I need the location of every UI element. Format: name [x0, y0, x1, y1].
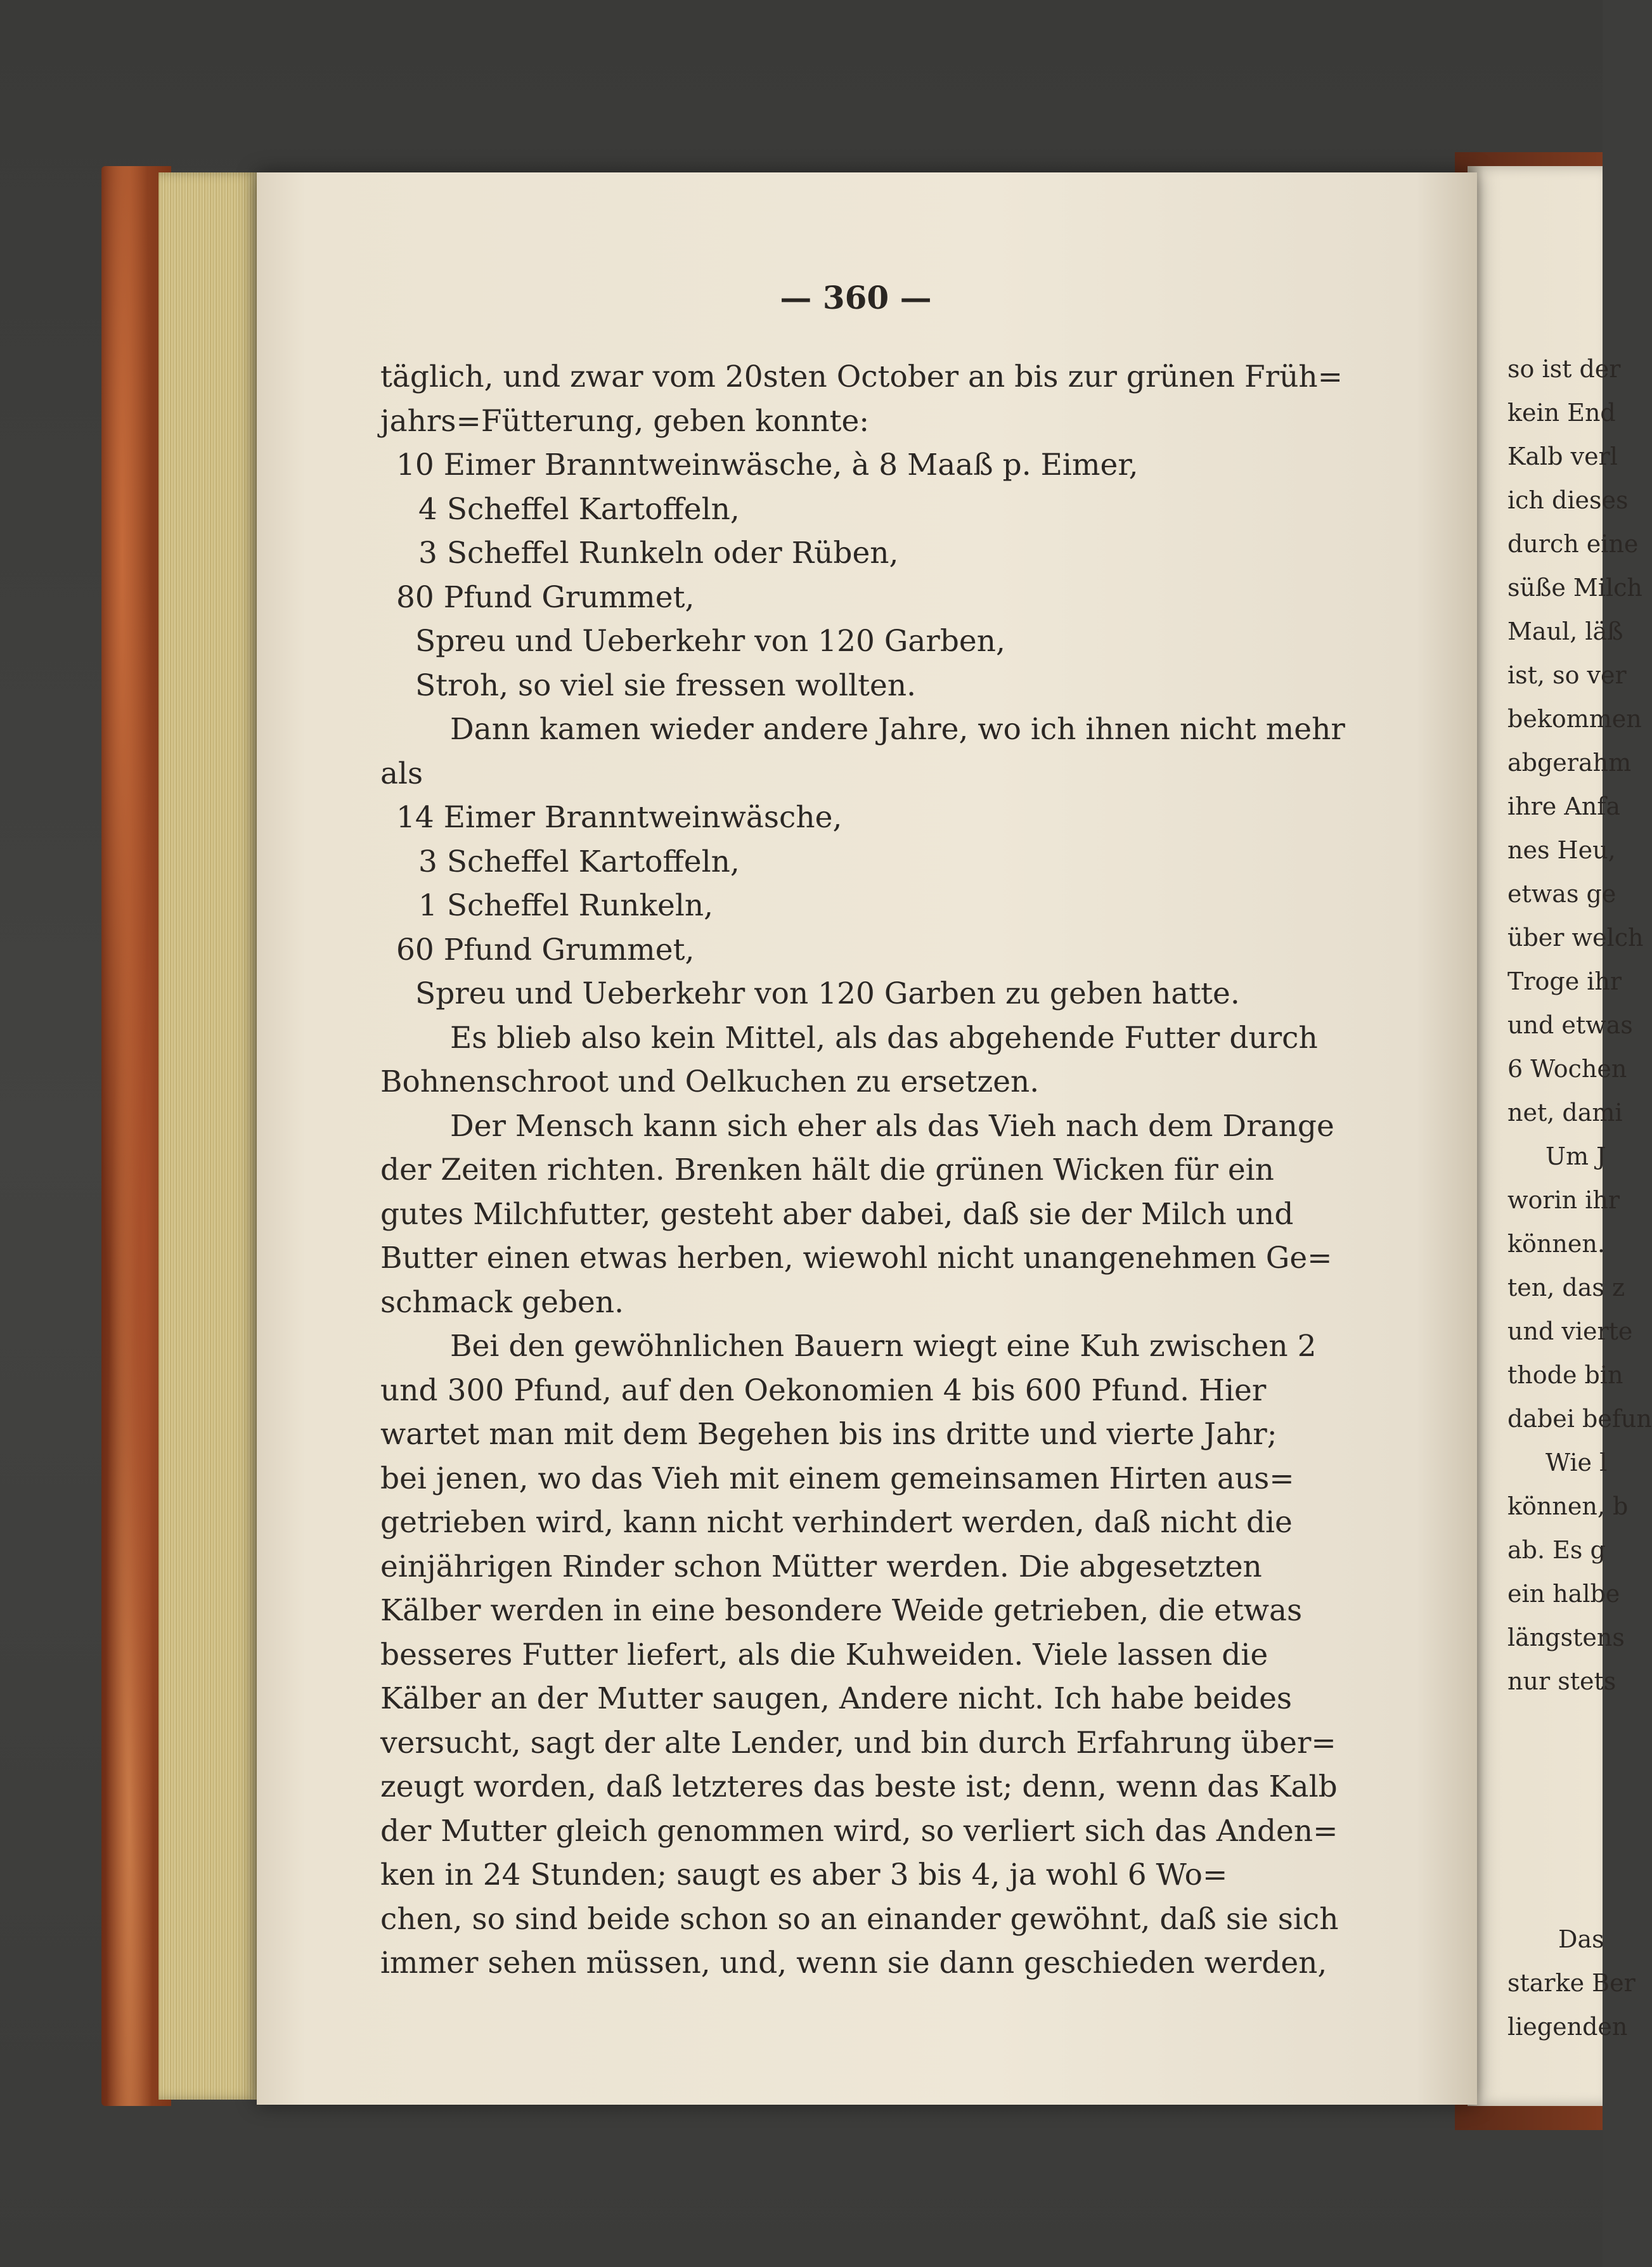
right-line: süße Milch: [1507, 574, 1642, 602]
right-line: können.: [1507, 1230, 1605, 1258]
right-line: starke Ber: [1507, 1969, 1636, 1997]
right-line: bekommen: [1507, 705, 1642, 733]
right-line: nes Heu,: [1507, 836, 1616, 864]
right-line: über welch: [1507, 924, 1644, 952]
right-line: nur stets: [1507, 1667, 1617, 1695]
text-line: Der Mensch kann sich eher als das Vieh nach dem Drange: [450, 1108, 1334, 1144]
right-line: durch eine: [1507, 530, 1639, 558]
right-line: thode bin: [1507, 1361, 1623, 1389]
text-line: 10 Eimer Branntweinwäsche, à 8 Maaß p. Eimer,: [396, 448, 1139, 482]
right-line: Wie l: [1546, 1449, 1608, 1476]
text-line: 60 Pfund Grummet,: [396, 932, 695, 967]
right-line: liegenden: [1507, 2013, 1628, 2041]
text-line: 14 Eimer Branntweinwäsche,: [396, 800, 842, 835]
text-line: einjährigen Rinder schon Mütter werden. Die abgesetzten: [380, 1549, 1262, 1584]
text-line: getrieben wird, kann nicht verhindert werden, daß nicht die: [380, 1505, 1293, 1540]
text-line: Bohnenschroot und Oelkuchen zu ersetzen.: [380, 1064, 1040, 1099]
text-line: schmack geben.: [380, 1284, 624, 1320]
right-line: abgerahm: [1507, 749, 1632, 777]
right-line: 6 Wochen: [1507, 1055, 1627, 1083]
text-line: 3 Scheffel Kartoffeln,: [418, 844, 740, 879]
right-line: net, dami: [1507, 1099, 1623, 1127]
text-line: als: [380, 756, 423, 791]
text-line: bei jenen, wo das Vieh mit einem gemeinsamen Hirten aus=: [380, 1461, 1294, 1496]
right-line: längstens: [1507, 1624, 1625, 1651]
text-line: Stroh, so viel sie fressen wollten.: [415, 668, 917, 703]
right-line: dabei befun: [1507, 1405, 1652, 1433]
right-line: und vierte: [1507, 1317, 1633, 1345]
text-line: ken in 24 Stunden; saugt es aber 3 bis 4, ja wohl 6 Wo=: [380, 1857, 1228, 1892]
right-line: ist, so ver: [1507, 661, 1627, 689]
text-line: Es blieb also kein Mittel, als das abgehende Futter durch: [450, 1020, 1318, 1056]
text-line: Spreu und Ueberkehr von 120 Garben zu geben hatte.: [415, 976, 1240, 1011]
right-line: Troge ihr: [1507, 967, 1622, 995]
right-page-text: [1507, 347, 1652, 2049]
right-line: ihre Anfa: [1507, 792, 1620, 820]
text-line: versucht, sagt der alte Lender, und bin durch Erfahrung über=: [380, 1725, 1336, 1760]
right-line: ten, das z: [1507, 1274, 1625, 1301]
text-line: besseres Futter liefert, als die Kuhweiden. Viele lassen die: [380, 1637, 1268, 1672]
text-line: jahrs=Fütterung, geben konnte:: [380, 403, 870, 439]
text-line: 1 Scheffel Runkeln,: [418, 888, 714, 923]
right-line: können, b: [1507, 1492, 1629, 1520]
right-line: worin ihr: [1507, 1186, 1620, 1214]
text-line: Butter einen etwas herben, wiewohl nicht unangenehmen Ge=: [380, 1241, 1333, 1276]
text-line: gutes Milchfutter, gesteht aber dabei, daß sie der Milch und: [380, 1196, 1294, 1232]
right-line: Um J: [1546, 1142, 1606, 1170]
right-line: und etwas: [1507, 1011, 1633, 1039]
text-line: Kälber werden in eine besondere Weide getrieben, die etwas: [380, 1593, 1303, 1628]
gilded-page-edges: [158, 172, 260, 2100]
right-gap: [1507, 1703, 1652, 1918]
right-line: Maul, läß: [1507, 617, 1623, 645]
text-line: zeugt worden, daß letzteres das beste ist; denn, wenn das Kalb: [380, 1769, 1338, 1804]
text-line: Dann kamen wieder andere Jahre, wo ich ihnen nicht mehr: [450, 712, 1345, 747]
text-line: der Zeiten richten. Brenken hält die grünen Wicken für ein: [380, 1153, 1274, 1187]
text-line: der Mutter gleich genommen wird, so verliert sich das Anden=: [380, 1813, 1338, 1849]
right-line: Das: [1558, 1925, 1604, 1953]
text-line: immer sehen müssen, und, wenn sie dann geschieden werden,: [380, 1946, 1327, 1980]
text-line: Kälber an der Mutter saugen, Andere nicht. Ich habe beides: [380, 1681, 1293, 1716]
text-line: wartet man mit dem Begehen bis ins dritte und vierte Jahr;: [380, 1417, 1277, 1452]
right-line: ich dieses: [1507, 486, 1629, 514]
text-line: 3 Scheffel Runkeln oder Rüben,: [418, 536, 899, 571]
right-line: Kalb verl: [1507, 442, 1618, 470]
right-line: so ist der: [1507, 355, 1621, 383]
text-line: Bei den gewöhnlichen Bauern wiegt eine Kuh zwischen 2: [450, 1329, 1317, 1364]
right-line: ab. Es g: [1507, 1536, 1606, 1564]
text-line: und 300 Pfund, auf den Oekonomien 4 bis 600 Pfund. Hier: [380, 1372, 1267, 1408]
right-line: kein End: [1507, 399, 1616, 427]
page-text: [380, 355, 1350, 1986]
page-number: — 360 —: [780, 279, 932, 316]
text-line: täglich, und zwar vom 20sten October an bis zur grünen Früh=: [380, 359, 1343, 394]
text-line: 80 Pfund Grummet,: [396, 579, 695, 615]
right-line: ein halbe: [1507, 1580, 1620, 1608]
right-line: etwas ge: [1507, 880, 1617, 908]
text-line: chen, so sind beide schon so an einander gewöhnt, daß sie sich: [380, 1901, 1339, 1937]
text-line: 4 Scheffel Kartoffeln,: [418, 491, 740, 527]
text-line: Spreu und Ueberkehr von 120 Garben,: [415, 624, 1005, 659]
